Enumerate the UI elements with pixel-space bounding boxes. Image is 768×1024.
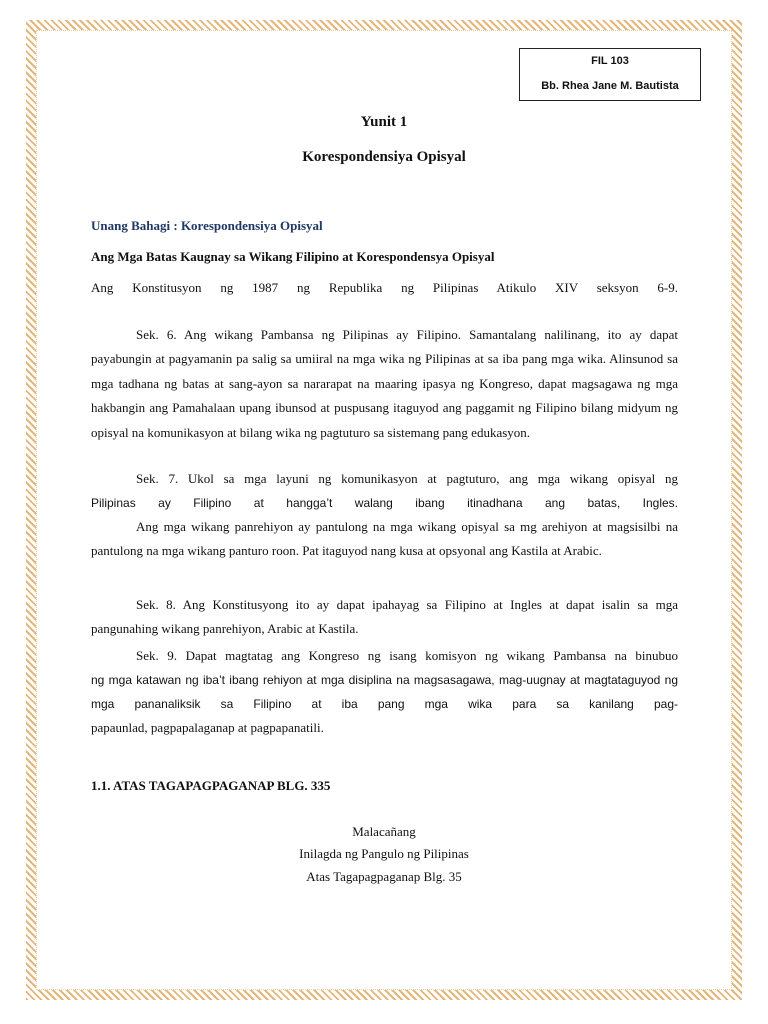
- order-title: Atas Tagapagpaganap Blg. 35: [306, 869, 462, 884]
- section-6-paragraph: Sek. 6. Ang wikang Pambansa ng Pilipinas ay Filipino. Samantalang nalilinang, ito ay dapat payabungin at pagyamanin pa salig sa umiiral na mga wika ng Pilipinas at sa iba pang mga wika. Alinsunod sa mga tadhana ng batas at sang-ayon sa nararapat na maaring ipasya ng Kongreso, dapat magsagawa ng mga hakbangin ang Pamahalaan upang ibunsod at puspusang itaguyod ang paggamit ng Filipino bilang midyum ng opisyal na komunikasyon at bilang wika ng pagtuturo sa sistemang pang edukasyon.: [91, 327, 678, 440]
- course-info-box: [519, 48, 701, 101]
- unit-title: Yunit 1: [360, 114, 408, 130]
- section-9-line-1: Sek. 9. Dapat magtatag ang Kongreso ng isang komisyon ng wikang Pambansa na binubuo: [136, 648, 678, 663]
- section-7-line-2: Pilipinas ay Filipino at hangga’t walang ibang itinadhana ang batas, Ingles.: [91, 496, 678, 510]
- section-9-body: ng mga katawan ng iba’t ibang rehiyon at mga disiplina na magsasagawa, mag-uugnay at magtataguyod ng mga pananaliksik sa Filipino at iba pang mga wika para sa kanilang pag-: [91, 673, 678, 712]
- section-9-last-line: papaunlad, pagpapalaganap at pagpapanatili.: [91, 720, 324, 735]
- unit-subtitle: Korespondensiya Opisyal: [302, 149, 466, 165]
- intro-paragraph: Ang Konstitusyon ng 1987 ng Republika ng Pilipinas Atikulo XIV seksyon 6-9.: [91, 280, 678, 295]
- section-7-continuation: Ang mga wikang panrehiyon ay pantulong na mga wikang opisyal sa mg arehiyon at magsisilbi na pantulong na mga wikang panturo roon. Pat itaguyod nang kusa at opsyonal ang Kastila at Arabic.: [91, 519, 678, 559]
- section-8-paragraph: Sek. 8. Ang Konstitusyong ito ay dapat ipahayag sa Filipino at Ingles at dapat isalin sa mga pangunahing wikang panrehiyon, Arabic at Kastila.: [91, 597, 678, 637]
- section-heading: Unang Bahagi : Korespondensiya Opisyal: [91, 218, 323, 233]
- subsection-heading: Ang Mga Batas Kaugnay sa Wikang Filipino at Korespondensya Opisyal: [91, 249, 495, 264]
- instructor-name: Bb. Rhea Jane M. Bautista: [541, 80, 679, 92]
- section-7-line-1: Sek. 7. Ukol sa mga layuni ng komunikasyon at pagtuturo, ang mga wikang opisyal ng: [136, 471, 678, 486]
- order-signed-line: Inilagda ng Pangulo ng Pilipinas: [299, 846, 469, 861]
- order-place: Malacañang: [352, 824, 416, 839]
- executive-order-heading: 1.1. ATAS TAGAPAGPAGANAP BLG. 335: [91, 778, 331, 793]
- course-code: FIL 103: [591, 55, 629, 67]
